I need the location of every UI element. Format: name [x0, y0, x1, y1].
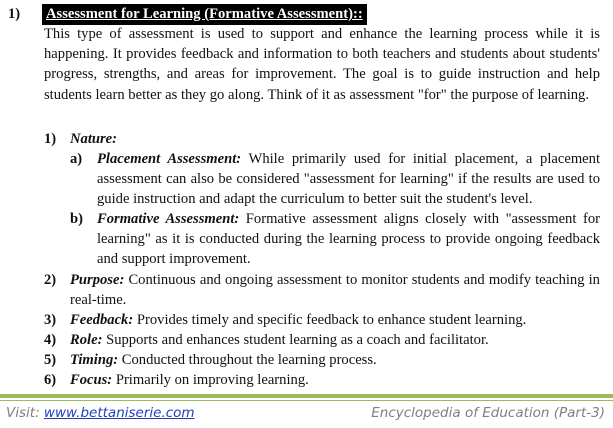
list-item-text: Primarily on improving learning. [115, 372, 309, 388]
list-item-number: 6) [44, 372, 57, 388]
footer-divider-thin [0, 400, 613, 401]
list-item-number: 4) [44, 332, 57, 348]
sub-item-body [97, 149, 600, 210]
list-item-body [70, 270, 600, 310]
list-item-label: Nature: [70, 131, 118, 147]
list-item-body [70, 310, 600, 330]
list-item-label: Purpose: [70, 272, 125, 288]
sub-item-text: Formative assessment aligns closely with "assessment for learning" as it is conducted during the learning process to provide ongoing feedback and support improvement. [97, 211, 600, 268]
footer-divider-thick [0, 394, 613, 398]
list-item-number: 5) [44, 352, 57, 368]
footer-book-title: Encyclopedia of Education (Part-3) [371, 405, 605, 421]
list-item-label: Timing: [70, 352, 119, 368]
section-title: Assessment for Learning (Formative Assessment):: [42, 4, 367, 25]
list-item-body [70, 370, 600, 390]
list-item-text: Conducted throughout the learning process. [121, 352, 377, 368]
sub-item-body [97, 209, 600, 270]
list-item-label: Role: [70, 332, 103, 348]
footer-visit-label: Visit: [6, 405, 40, 421]
intro-paragraph: This type of assessment is used to support and enhance the learning process while it is happening. It provides feedback and information to both teachers and students about students' progress, strengths, and areas for improvement. The goal is to guide instruction and help students learn better as they go along. Think of it as assessment "for" the purpose of learning. [44, 26, 600, 103]
list-item-number: 2) [44, 272, 57, 288]
list-item-text: Supports and enhances student learning as a coach and facilitator. [106, 332, 489, 348]
list-item-text: Continuous and ongoing assessment to monitor students and modify teaching in real-time. [70, 272, 600, 309]
section-number: 1) [8, 6, 21, 22]
sub-item-label: Placement Assessment: [97, 151, 242, 167]
sub-item-letter: a) [70, 151, 83, 167]
list-item-label: Feedback: [70, 312, 134, 328]
list-item-text: Provides timely and specific feedback to enhance student learning. [136, 312, 527, 328]
sub-item-label: Formative Assessment: [97, 211, 240, 227]
list-item-body [70, 330, 600, 350]
footer-website-link[interactable]: www.bettaniserie.com [43, 405, 195, 421]
list-item-number: 1) [44, 131, 57, 147]
list-item-label: Focus: [70, 372, 113, 388]
footer-visit [6, 405, 195, 421]
list-item-body [70, 350, 600, 370]
sub-item-text: While primarily used for initial placement, a placement assessment can also be considered "assessment for learning" if the results are used to guide instruction and adapt the curriculum to better suit the student's level. [97, 151, 601, 208]
list-item-number: 3) [44, 312, 57, 328]
sub-item-letter: b) [70, 211, 83, 227]
